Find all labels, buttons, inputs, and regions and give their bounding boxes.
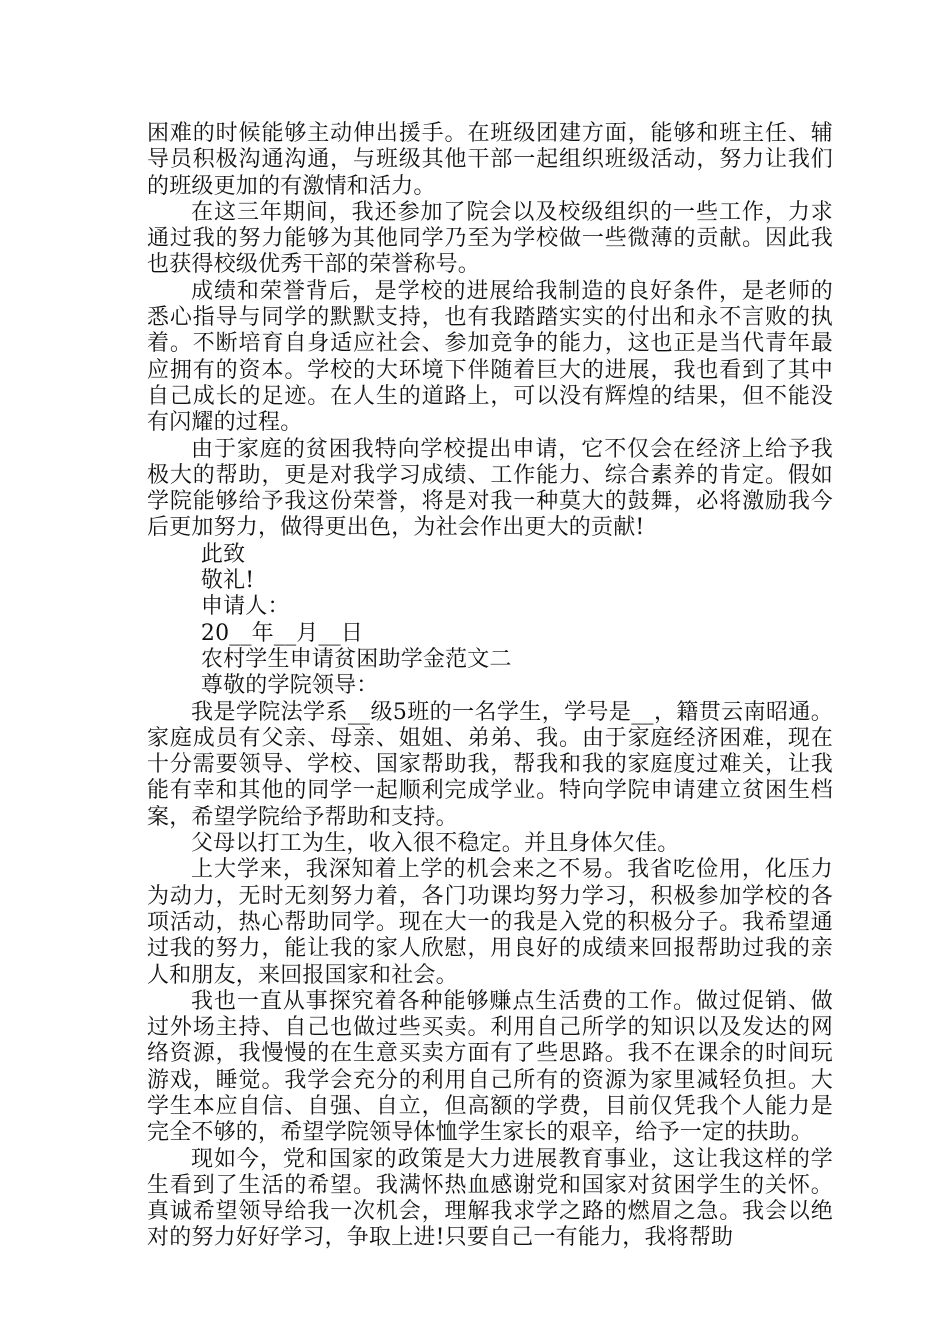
paragraph-continuation: 困难的时候能够主动伸出援手。在班级团建方面，能够和班主任、辅导员积极沟通沟通，与班级其他干部一起组织班级活动，努力让我们的班级更加的有激情和活力。 — [147, 121, 833, 199]
greeting: 尊敬的学院领导： — [200, 673, 379, 699]
paragraph-honors: 成绩和荣誉背后，是学校的进展给我制造的良好条件，是老师的悉心指导与同学的默默支持，也有我踏踏实实的付出和永不言败的执着。不断培育自身适应社会、参加竞争的能力，这也正是当代青年最应拥有的资本。学校的大环境下伴随着巨大的进展，我也看到了其中自己成长的足迹。在人生的道路上，可以没有辉煌的结果，但不能没有闪耀的过程。 — [147, 278, 833, 436]
closing-respect: 敬礼! — [200, 568, 255, 594]
date-line: 20__年__月__日 — [200, 620, 364, 646]
paragraph-parents: 父母以打工为生，收入很不稳定。并且身体欠佳。 — [191, 831, 680, 857]
closing-salutation: 此致 — [200, 541, 246, 567]
paragraph-work-experience: 我也一直从事探究着各种能够赚点生活费的工作。做过促销、做过外场主持、自己也做过些买卖。利用自己所学的知识以及发达的网络资源，我慢慢的在生意买卖方面有了些思路。我不在课余的时间玩游戏，睡觉。我学会充分的利用自己所有的资源为家里减轻负担。大学生本应自信、自强、自立，但高额的学费，目前仅凭我个人能力是完全不够的，希望学院领导体恤学生家长的艰辛，给予一定的扶助。 — [147, 988, 833, 1146]
document-body — [147, 121, 833, 1252]
sample-title: 农村学生申请贫困助学金范文二 — [200, 646, 512, 672]
paragraph-school-work: 在这三年期间，我还参加了院会以及校级组织的一些工作，力求通过我的努力能够为其他同学乃至为学校做一些微薄的贡献。因此我也获得校级优秀干部的荣誉称号。 — [147, 199, 833, 278]
paragraph-application-reason: 由于家庭的贫困我特向学校提出申请，它不仅会在经济上给予我极大的帮助，更是对我学习成绩、工作能力、综合素养的肯定。假如学院能够给予我这份荣誉，将是对我一种莫大的鼓舞，必将激励我今后更加努力，做得更出色，为社会作出更大的贡献! — [147, 436, 833, 541]
paragraph-introduction: 我是学院法学系__级5班的一名学生，学号是__，籍贯云南昭通。家庭成员有父亲、母亲、姐姐、弟弟、我。由于家庭经济困难，现在十分需要领导、学校、国家帮助我，帮我和我的家庭度过难关，让我能有幸和其他的同学一起顺利完成学业。特向学院申请建立贫困生档案，希望学院给予帮助和支持。 — [147, 699, 833, 830]
paragraph-university-life: 上大学来，我深知着上学的机会来之不易。我省吃俭用，化压力为动力，无时无刻努力着，各门功课均努力学习，积极参加学校的各项活动，热心帮助同学。现在大一的我是入党的积极分子。我希望通过我的努力，能让我的家人欣慰，用良好的成绩来回报帮助过我的亲人和朋友，来回报国家和社会。 — [147, 857, 833, 988]
applicant-label: 申请人： — [200, 594, 290, 620]
paragraph-policy-hope: 现如今，党和国家的政策是大力进展教育事业，这让我这样的学生看到了生活的希望。我满怀热血感谢党和国家对贫困学生的关怀。真诚希望领导给我一次机会，理解我求学之路的燃眉之急。我会以绝对的努力好好学习，争取上进!只要自己一有能力，我将帮助 — [147, 1146, 833, 1251]
